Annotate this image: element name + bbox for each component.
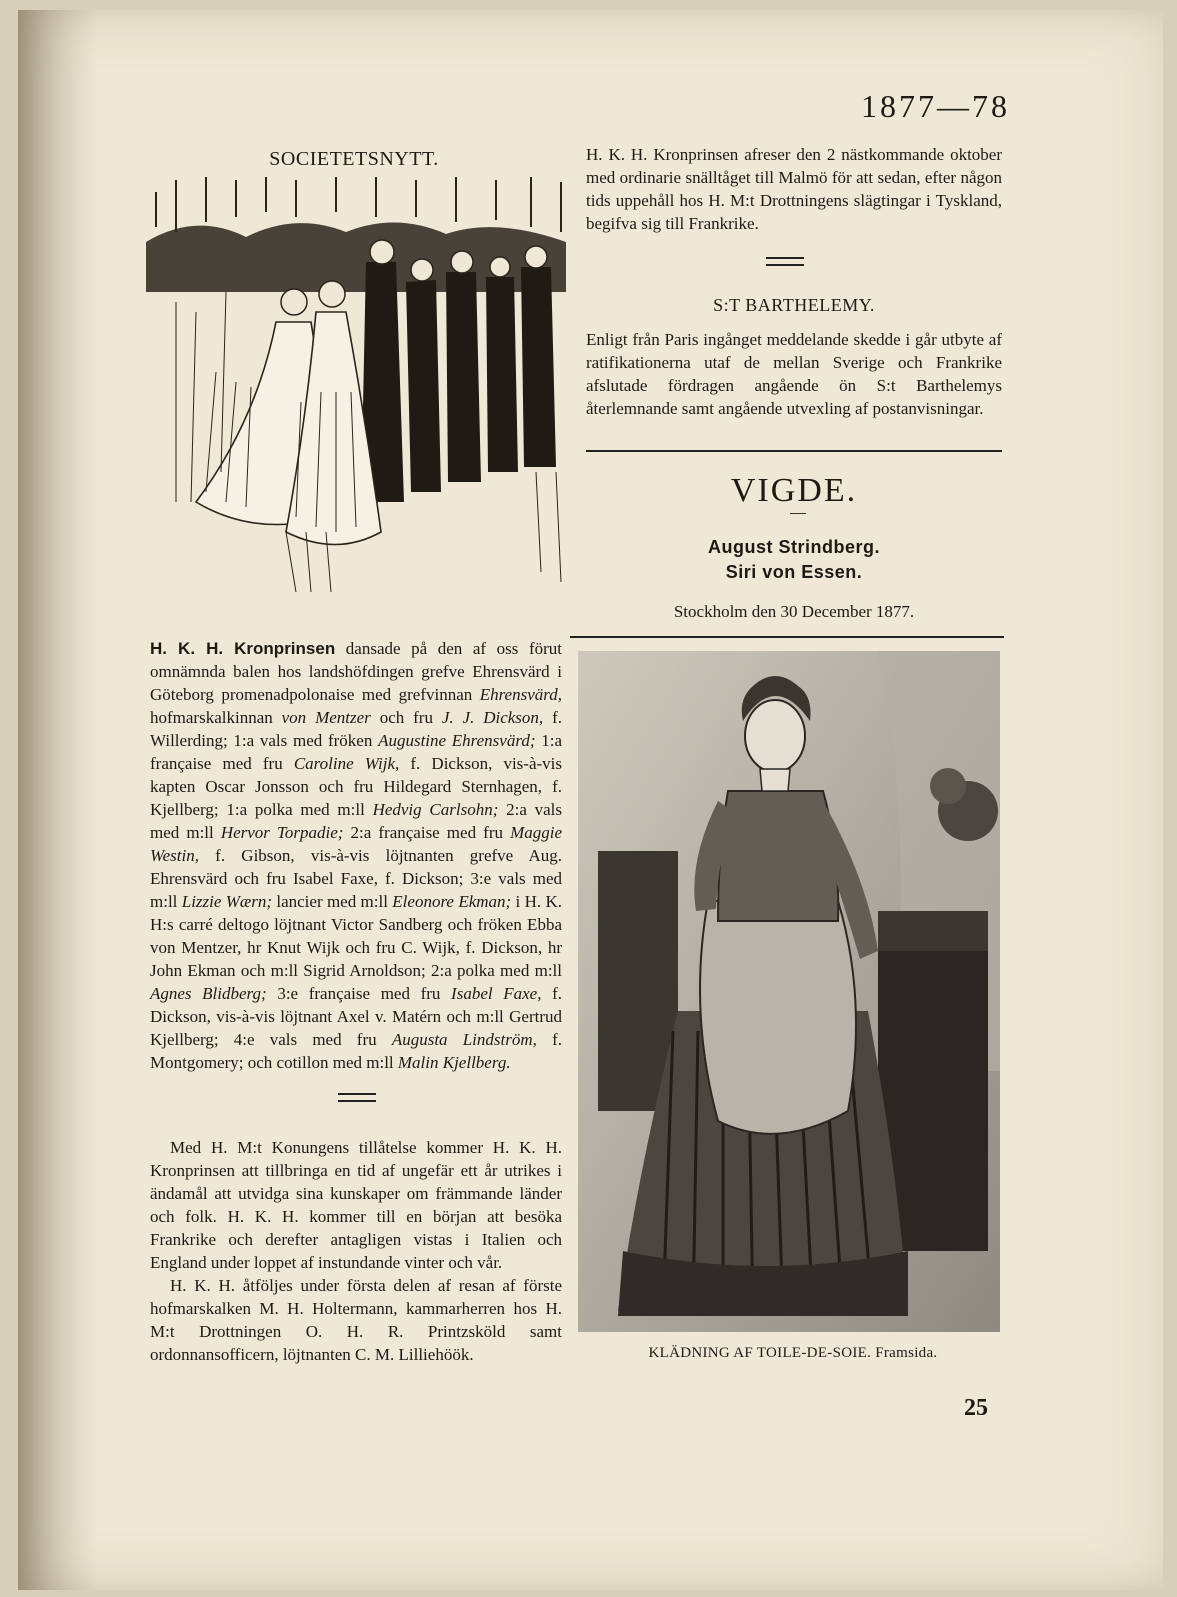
image-caption: KLÄDNING AF TOILE-DE-SOIE. Framsida. — [648, 1345, 938, 1361]
name-run: Malin Kjellberg. — [397, 1053, 511, 1072]
departure-notice: H. K. H. Kronprinsen afreser den 2 nästkommande oktober med ordinarie snälltåget till Malmö för att sedan, efter någon tids uppehåll hos H. M:t Drottningens slägtingar i Tyskland, begifva sig till Frankrike. — [586, 145, 1002, 233]
text-run: i H. K. H:s carré deltogo löjtnant Victor Sandberg och fröken Ebba von Mentzer, hr Knut Wijk och fru C. Wijk, f. Dickson, hr John Ekman och m:ll Sigrid Arnoldson; 2:a polka med m:ll — [150, 892, 562, 980]
barthelemy-heading: S:T BARTHELEMY. — [713, 295, 875, 315]
text-run: 3:e française med fru — [266, 984, 452, 1003]
text-run: och fru — [370, 708, 442, 727]
name-run: Isabel Faxe, — [451, 984, 542, 1003]
travel-paragraph-1: Med H. M:t Konungens tillåtelse kommer H. K. H. Kronprinsen att tillbringa en tid af ungefär ett år utrikes i ändamål att utvidga sina kunskaper om främmande länder och folk. H. K. H. kommer till en början att besöka Frankrike och derefter antagligen vistas i Italien och England under loppet af instundande vinter och vår. — [150, 1138, 562, 1272]
travel-paragraph-2: H. K. H. åtföljes under första delen af resan af förste hofmarskalken M. H. Holtermann, kammarherren hos H. M:t Drottningen O. H. R. Printzsköld samt ordonnansofficern, löjtnanten C. M. Lilliehöök. — [150, 1276, 562, 1364]
groom-name: August Strindberg. — [708, 537, 880, 557]
name-run: Agnes Blidberg; — [150, 984, 267, 1003]
name-run: Augusta Lindström, — [391, 1030, 537, 1049]
bride-name: Siri von Essen. — [725, 562, 863, 582]
text-run: f. Willerding; 1:a vals med fröken — [150, 708, 562, 750]
name-run: von Mentzer — [281, 708, 371, 727]
travel-notice — [150, 1136, 562, 1366]
name-run: Maggie Westin, — [150, 823, 562, 865]
wedding-place-date: Stockholm den 30 December 1877. — [673, 602, 915, 621]
text-run: f. Gibson, vis-à-vis löjtnanten grefve Aug. Ehrensvärd och fru Isabel Faxe, f. Dickson; 3:e vals med m:ll — [150, 846, 562, 911]
page — [18, 10, 1163, 1590]
horizontal-rule — [570, 636, 1004, 638]
text-run: lancier med m:ll — [272, 892, 393, 911]
text-run: f. Montgomery; och cotillon med m:ll — [150, 1030, 562, 1072]
name-run: Augustine Ehrensvärd; — [378, 731, 536, 750]
name-run: Hedvig Carlsohn; — [372, 800, 499, 819]
section-divider — [766, 257, 804, 266]
ball-report — [150, 637, 562, 1074]
page-year: 1877—78 — [861, 88, 1010, 124]
barthelemy-text: Enligt från Paris ingånget meddelande skedde i går utbyte af ratifikationerna utaf de mellan Sverige och Frankrike afslutade fördragen angående ön S:t Barthelemys återlemnande samt angående utvexling af postanvisningar. — [586, 330, 1002, 418]
text-run: f. Dickson, vis-à-vis löjtnant Axel v. Matérn och m:ll Gertrud Kjellberg; 4:e vals med fru — [150, 984, 562, 1049]
horizontal-rule — [586, 450, 1002, 452]
married-names — [586, 535, 1002, 585]
ball-report-lead: H. K. H. Kronprinsen — [150, 639, 336, 658]
text-run: f. Dickson, vis-à-vis kapten Oscar Jonsson och fru Hildegard Sternhagen, f. Kjellberg; 1:a polka med m:ll — [150, 754, 563, 819]
page-number: 25 — [964, 1395, 988, 1421]
text-run: dansade på den af oss förut omnämnda balen hos landshöfdingen grefve Ehrensvärd i Göteborg promenadpolonaise med grefvinnan — [150, 639, 563, 704]
text-run: hofmarskalkinnan — [150, 708, 282, 727]
text-run: 2:a française med fru — [343, 823, 511, 842]
ballroom-illustration — [136, 172, 573, 600]
name-run: Ehrensvärd, — [479, 685, 562, 704]
name-run: Eleonore Ekman; — [392, 892, 512, 911]
heading-underline — [790, 513, 806, 514]
name-run: J. J. Dickson, — [441, 708, 544, 727]
spine-shadow — [18, 10, 98, 1590]
name-run: Lizzie Wærn; — [181, 892, 273, 911]
text-run: 1:a française med fru — [150, 731, 562, 773]
name-run: Caroline Wijk, — [293, 754, 400, 773]
section-divider — [338, 1093, 376, 1102]
vigde-heading: VIGDE. — [730, 472, 858, 509]
section-title: SOCIETETSNYTT. — [269, 148, 439, 170]
text-run: 2:a vals med m:ll — [150, 800, 563, 842]
fashion-plate-image — [578, 651, 1000, 1332]
name-run: Hervor Torpadie; — [220, 823, 344, 842]
